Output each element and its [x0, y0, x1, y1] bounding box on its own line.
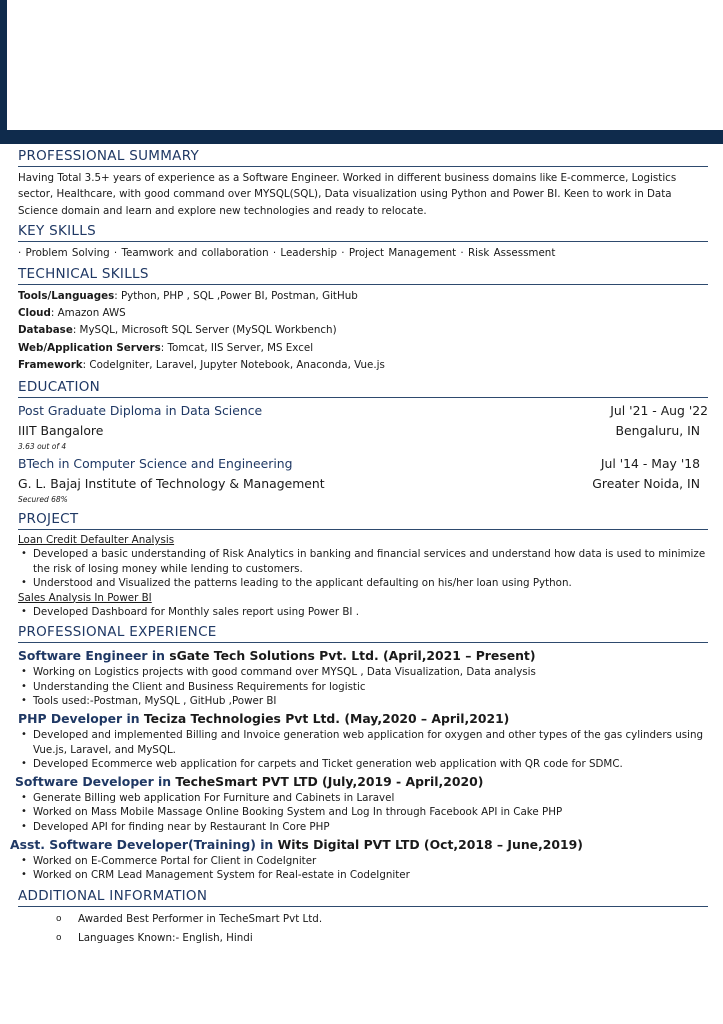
list-item: • Worked on E-Commerce Portal for Client in CodeIgniter — [33, 854, 708, 869]
list-item: • Worked on CRM Lead Management System for Real-estate in CodeIgniter — [33, 868, 708, 883]
education-note: 3.63 out of 4 — [18, 441, 67, 451]
tech-line — [18, 305, 708, 322]
education-heading: EDUCATION — [18, 378, 708, 398]
key-skills-heading: KEY SKILLS — [18, 222, 708, 242]
project-title: Sales Analysis In Power BI — [18, 591, 152, 604]
tech-label: Cloud — [18, 307, 51, 320]
list-item: • Tools used:-Postman, MySQL , GitHub ,Power BI — [33, 694, 708, 709]
technical-skills-list — [18, 288, 708, 374]
project-title: Loan Credit Defaulter Analysis — [18, 533, 175, 546]
education-school: G. L. Bajaj Institute of Technology & Management — [18, 475, 325, 491]
tech-value: : Tomcat, IIS Server, MS Excel — [160, 341, 314, 354]
project-item — [18, 591, 708, 620]
job-title — [15, 772, 708, 791]
tech-value: : CodeIgniter, Laravel, Jupyter Notebook, Anaconda, Vue.js — [82, 358, 385, 371]
job-company: Teciza Technologies Pvt Ltd. (May,2020 – April,2021) — [143, 711, 510, 727]
tech-value: : Python, PHP , SQL ,Power BI, Postman, GitHub — [114, 289, 358, 302]
list-item: o Languages Known:- English, Hindi — [78, 929, 708, 948]
education-dates: Jul '14 - May '18 — [600, 455, 700, 471]
education-location: Greater Noida, IN — [592, 475, 700, 491]
additional-heading: ADDITIONAL INFORMATION — [18, 887, 708, 907]
job-entry — [18, 646, 708, 709]
job-entry — [10, 835, 708, 883]
resume-body — [10, 147, 708, 948]
project-heading: PROJECT — [18, 510, 708, 530]
list-item: • Developed API for finding near by Restaurant In Core PHP — [33, 820, 708, 835]
list-item: • Developed Dashboard for Monthly sales report using Power BI . — [33, 605, 708, 620]
list-item: • Worked on Mass Mobile Massage Online Booking System and Log In through Facebook API in Cake PHP — [33, 805, 708, 820]
tech-label: Web/Application Servers — [18, 341, 161, 354]
job-title — [18, 646, 708, 665]
job-entry — [15, 772, 708, 835]
job-company: Wits Digital PVT LTD (Oct,2018 – June,2019) — [277, 836, 583, 852]
education-degree: BTech in Computer Science and Engineering — [18, 455, 293, 471]
education-note: Secured 68% — [18, 494, 68, 504]
education-location: Bengaluru, IN — [615, 422, 700, 438]
header-blank-area — [7, 0, 723, 130]
tech-value: : Amazon AWS — [50, 307, 126, 320]
job-title — [10, 835, 708, 854]
list-item: • Developed a basic understanding of Risk Analytics in banking and financial services and understand how data is used to minimize the risk of losing money while lending to customers. — [33, 547, 708, 576]
project-item — [18, 533, 708, 591]
job-role: PHP Developer in — [18, 711, 144, 727]
summary-text: Having Total 3.5+ years of experience as a Software Engineer. Worked in different business domains like E-commerce, Logistics sector, Healthcare, with good command over MYSQL(SQL), Data visualization using Python and Power BI. Keen to work in Data Science domain and learn and explore new technologies and ready to relocate. — [18, 172, 677, 217]
tech-line — [18, 357, 708, 374]
tech-line — [18, 288, 708, 305]
education-entry — [18, 454, 708, 507]
additional-list — [18, 910, 708, 948]
job-company: TecheSmart PVT LTD (July,2019 - April,2020) — [175, 773, 484, 789]
list-item: • Developed Ecommerce web application for carpets and Ticket generation web application with QR code for SDMC. — [33, 757, 708, 772]
education-school: IIIT Bangalore — [18, 422, 104, 438]
tech-line — [18, 322, 708, 339]
technical-skills-heading: TECHNICAL SKILLS — [18, 265, 708, 285]
education-dates: Jul '21 - Aug '22 — [610, 402, 708, 418]
education-degree: Post Graduate Diploma in Data Science — [18, 402, 263, 418]
experience-heading: PROFESSIONAL EXPERIENCE — [18, 623, 708, 643]
list-item: • Understanding the Client and Business Requirements for logistic — [33, 680, 708, 695]
tech-label: Framework — [18, 358, 83, 371]
tech-line — [18, 340, 708, 357]
list-item: • Generate Billing web application For Furniture and Cabinets in Laravel — [33, 791, 708, 806]
tech-value: : MySQL, Microsoft SQL Server (MySQL Workbench) — [72, 324, 337, 337]
list-item: • Developed and implemented Billing and Invoice generation web application for oxygen and other types of the gas cylinders using Vue.js, Laravel, and MySQL. — [33, 728, 708, 757]
list-item: • Working on Logistics projects with good command over MYSQL , Data Visualization, Data analysis — [33, 665, 708, 680]
list-item: • Understood and Visualized the patterns leading to the applicant defaulting on his/her loan using Python. — [33, 576, 708, 591]
job-entry — [18, 709, 708, 772]
tech-label: Tools/Languages — [18, 289, 115, 302]
header-band — [0, 0, 723, 144]
summary-heading: PROFESSIONAL SUMMARY — [18, 147, 708, 167]
job-role: Asst. Software Developer(Training) in — [10, 836, 278, 852]
list-item: o Awarded Best Performer in TecheSmart Pvt Ltd. — [78, 910, 708, 929]
job-role: Software Engineer in — [18, 648, 170, 664]
key-skills-list: · Problem Solving · Teamwork and collaboration · Leadership · Project Management · Risk Assessment — [18, 246, 556, 259]
job-company: sGate Tech Solutions Pvt. Ltd. (April,2021 – Present) — [169, 648, 536, 664]
job-role: Software Developer in — [15, 773, 176, 789]
education-entry — [18, 401, 708, 454]
job-title — [18, 709, 708, 728]
tech-label: Database — [18, 324, 73, 337]
